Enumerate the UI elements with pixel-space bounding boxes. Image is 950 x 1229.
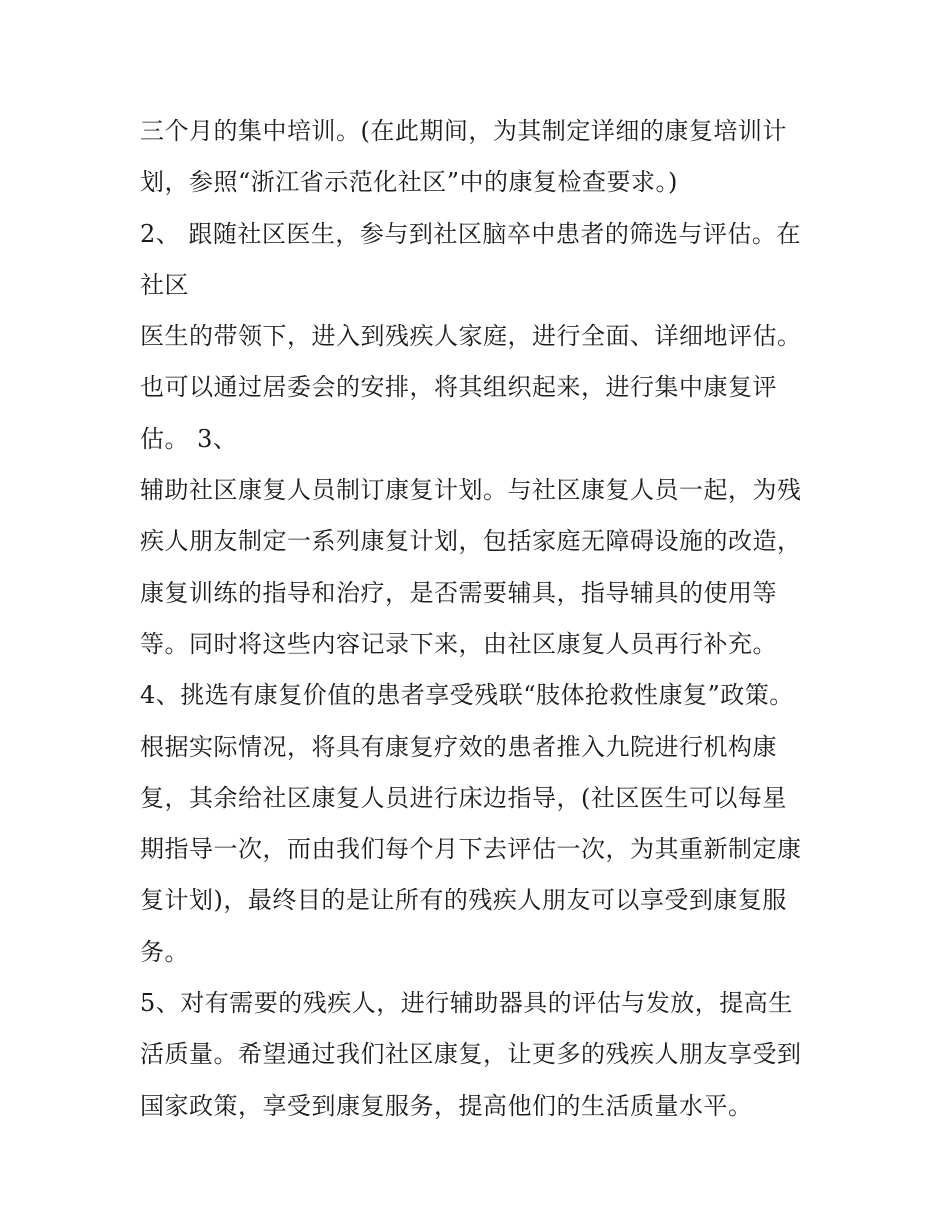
text-line: 辅助社区康复人员制订康复计划。与社区康复人员一起，为残 — [140, 476, 802, 505]
text-line: 国家政策，享受到康复服务，提高他们的生活质量水平。 — [140, 1091, 753, 1120]
text-line: 务。 — [140, 937, 189, 966]
text-line: 等。同时将这些内容记录下来，由社区康复人员再行补充。 — [140, 629, 777, 658]
text-line: 康复训练的指导和治疗，是否需要辅具，指导辅具的使用等 — [140, 578, 777, 607]
text-line: 4、挑选有康复价值的患者享受残联“肢体抢救性康复”政策。 — [140, 681, 794, 710]
text-line: 三个月的集中培训。(在此期间，为其制定详细的康复培训计 — [140, 117, 787, 145]
text-line: 根据实际情况，将具有康复疗效的患者推入九院进行机构康 — [140, 732, 777, 761]
text-line: 疾人朋友制定一系列康复计划，包括家庭无障碍设施的改造， — [140, 527, 802, 556]
text-line: 医生的带领下，进入到残疾人家庭，进行全面、详细地评估。 — [140, 322, 802, 351]
text-line: 也可以通过居委会的安排，将其组织起来，进行集中康复评 — [140, 373, 777, 402]
text-line: 活质量。希望通过我们社区康复，让更多的残疾人朋友享受到 — [140, 1040, 802, 1069]
text-line: 社区 — [140, 270, 189, 299]
text-line: 2、 跟随社区医生，参与到社区脑卒中患者的筛选与评估。在 — [140, 219, 801, 248]
document-body — [140, 106, 830, 1132]
text-line: 估。 3、 — [140, 424, 238, 453]
text-line: 划，参照“浙江省示范化社区”中的康复检查要求。) — [140, 168, 678, 197]
text-line: 复，其余给社区康复人员进行床边指导，(社区医生可以每星 — [140, 783, 787, 812]
text-line: 复计划)，最终目的是让所有的残疾人朋友可以享受到康复服 — [140, 886, 787, 915]
text-line: 5、对有需要的残疾人，进行辅助器具的评估与发放，提高生 — [140, 989, 793, 1018]
text-line: 期指导一次，而由我们每个月下去评估一次，为其重新制定康 — [140, 835, 802, 864]
